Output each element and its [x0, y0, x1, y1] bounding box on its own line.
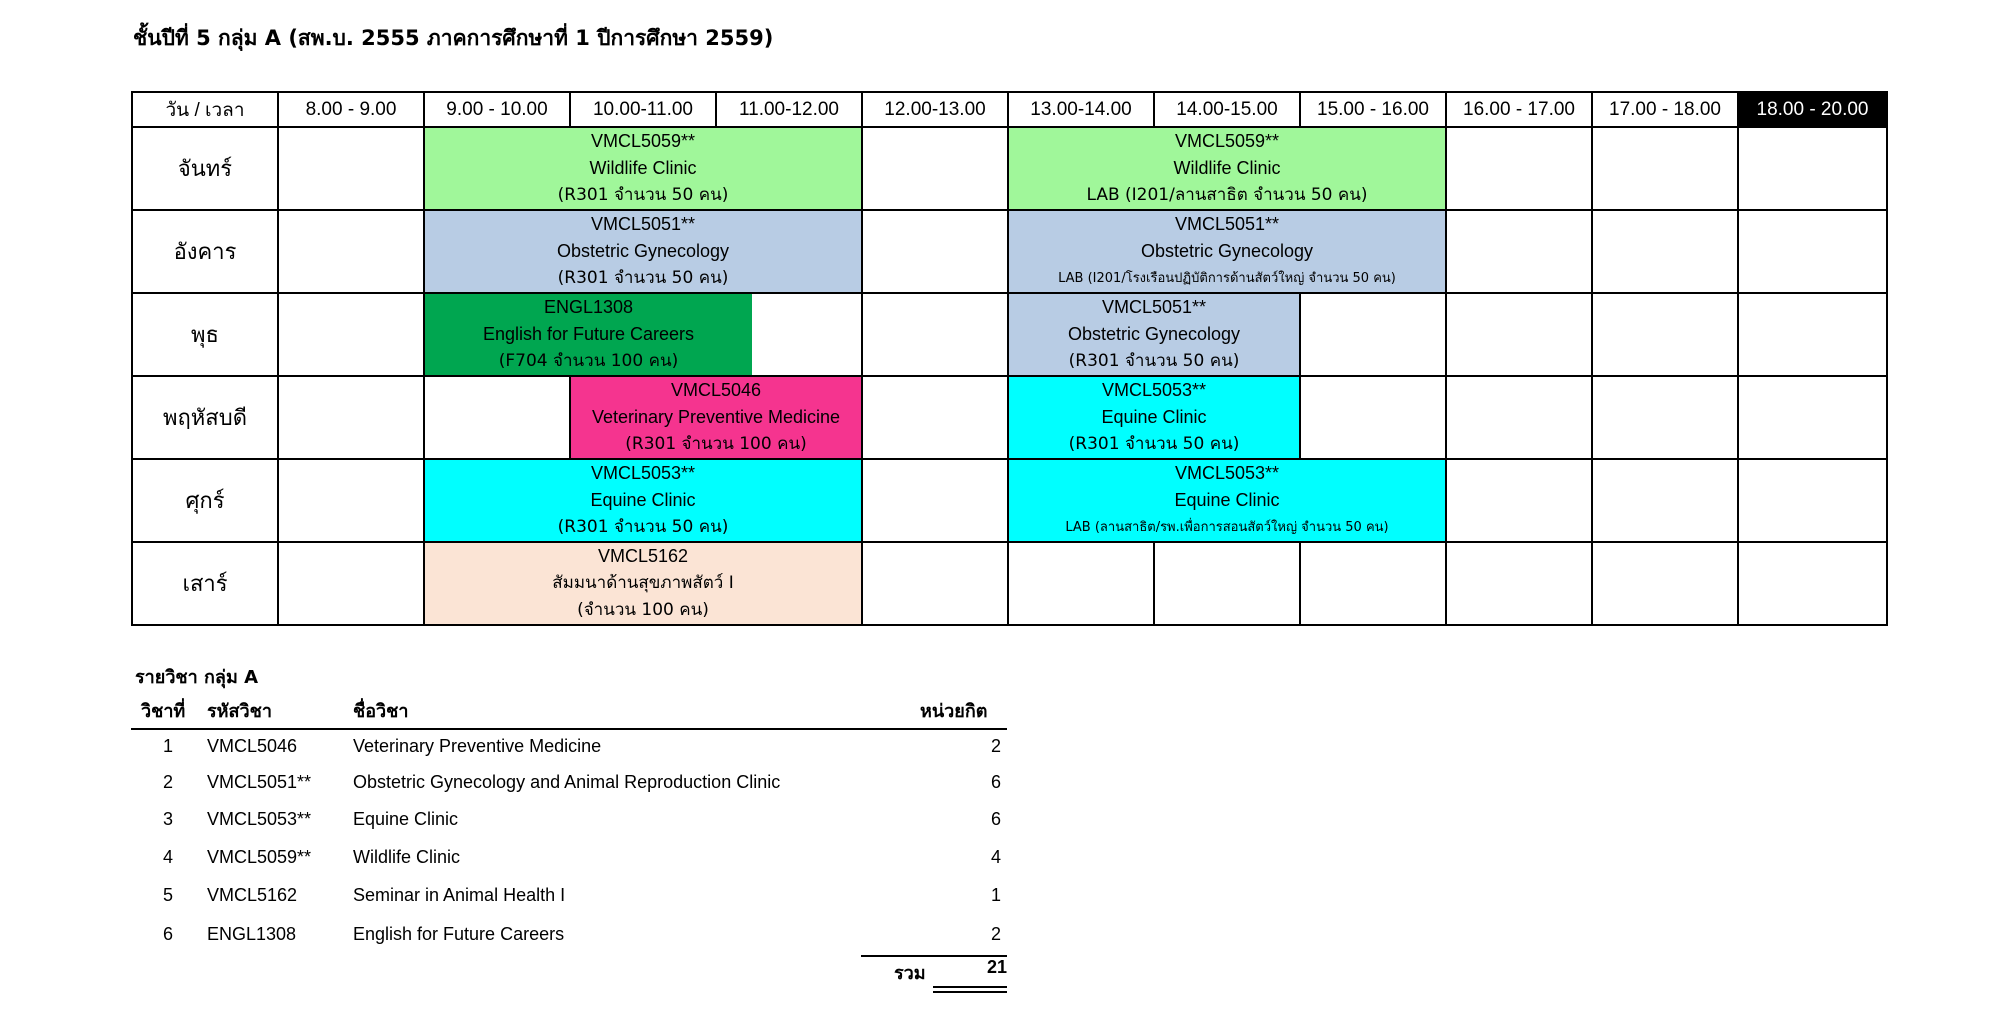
- course-credits: 2: [991, 924, 1002, 944]
- course-no: 4: [163, 847, 174, 867]
- course-name: Equine Clinic: [353, 809, 459, 829]
- course-name: English for Future Careers: [482, 324, 695, 344]
- empty-cell: [862, 542, 1008, 625]
- course-name: Obstetric Gynecology and Animal Reproduction Clinic: [353, 772, 781, 792]
- day-label: ศุกร์: [132, 459, 278, 542]
- empty-cell: [1300, 293, 1446, 376]
- timetable: [131, 91, 1888, 626]
- day-label: เสาร์: [132, 542, 278, 625]
- timetable-row-wednesday: [132, 293, 1887, 376]
- class-block: [1008, 293, 1300, 376]
- page-title: ชั้นปีที่ 5 กลุ่ม A (สพ.บ. 2555 ภาคการศึกษาที่ 1 ปีการศึกษา 2559): [133, 26, 774, 50]
- header-name: ชื่อวิชา: [353, 701, 409, 722]
- empty-cell: [278, 376, 424, 459]
- course-code: VMCL5053**: [1101, 380, 1207, 400]
- course-no: 5: [163, 885, 174, 905]
- course-code: VMCL5053**: [1174, 463, 1280, 483]
- course-code: VMCL5162: [597, 546, 689, 566]
- empty-cell: [862, 376, 1008, 459]
- timetable-row-monday: [132, 127, 1887, 210]
- class-block: [424, 293, 862, 376]
- empty-cell: [1592, 542, 1738, 625]
- header-code: รหัสวิชา: [207, 701, 272, 722]
- course-credits: 4: [991, 847, 1002, 867]
- course-code: VMCL5053**: [207, 809, 312, 829]
- slot-header: 11.00-12.00: [716, 92, 862, 127]
- empty-cell: [1154, 542, 1300, 625]
- course-code: VMCL5059**: [1174, 131, 1280, 151]
- class-block: [424, 459, 862, 542]
- empty-cell: [1008, 542, 1154, 625]
- course-code: VMCL5051**: [207, 772, 312, 792]
- room-info: (F704 จำนวน 100 คน): [498, 351, 679, 371]
- course-name: Obstetric Gynecology: [556, 241, 730, 261]
- empty-cell: [862, 210, 1008, 293]
- course-name: Wildlife Clinic: [353, 847, 461, 867]
- header-credits: หน่วยกิต: [920, 701, 988, 722]
- class-block: [1008, 376, 1300, 459]
- class-block: [424, 542, 862, 625]
- total-label: รวม: [894, 963, 926, 984]
- empty-cell: [278, 542, 424, 625]
- slot-header: 13.00-14.00: [1008, 92, 1154, 127]
- course-code: VMCL5059**: [590, 131, 696, 151]
- class-block: [424, 210, 862, 293]
- empty-cell: [1592, 293, 1738, 376]
- course-code: VMCL5059**: [207, 847, 312, 867]
- day-label: พฤหัสบดี: [132, 376, 278, 459]
- day-label: อังคาร: [132, 210, 278, 293]
- course-credits: 1: [991, 885, 1002, 905]
- course-name: Veterinary Preventive Medicine: [591, 407, 841, 427]
- room-info: (R301 จำนวน 50 คน): [1068, 351, 1240, 371]
- course-no: 1: [163, 736, 174, 756]
- room-info: LAB (I201/โรงเรือนปฏิบัติการด้านสัตว์ใหญ่ จำนวน 50 คน): [1058, 271, 1396, 286]
- course-name: สัมมนาด้านสุขภาพสัตว์ I: [552, 573, 734, 593]
- slot-header: 16.00 - 17.00: [1446, 92, 1592, 127]
- slot-header: 10.00-11.00: [570, 92, 716, 127]
- empty-cell: [1738, 293, 1887, 376]
- timetable-row-tuesday: [132, 210, 1887, 293]
- course-name: Equine Clinic: [1101, 407, 1207, 427]
- empty-cell: [1738, 542, 1887, 625]
- empty-cell: [1592, 459, 1738, 542]
- total-credits: 21: [986, 957, 1007, 977]
- empty-cell: [278, 459, 424, 542]
- total-double-underline: [933, 991, 1007, 993]
- timetable-row-saturday: [132, 542, 1887, 625]
- course-group-label: รายวิชา กลุ่ม A: [135, 667, 259, 688]
- course-code: VMCL5051**: [590, 214, 696, 234]
- class-block: [424, 127, 862, 210]
- empty-cell: [1446, 459, 1592, 542]
- empty-cell: [862, 459, 1008, 542]
- course-name: Obstetric Gynecology: [1140, 241, 1314, 261]
- empty-cell: [1592, 127, 1738, 210]
- slot-header: 12.00-13.00: [862, 92, 1008, 127]
- course-code: VMCL5046: [670, 380, 762, 400]
- slot-header: 9.00 - 10.00: [424, 92, 570, 127]
- slot-header: 14.00-15.00: [1154, 92, 1300, 127]
- slot-header: 8.00 - 9.00: [278, 92, 424, 127]
- empty-cell: [1592, 376, 1738, 459]
- empty-cell: [1446, 293, 1592, 376]
- empty-cell: [1446, 376, 1592, 459]
- empty-cell: [1738, 376, 1887, 459]
- course-code: VMCL5051**: [1101, 297, 1207, 317]
- course-name: Equine Clinic: [590, 490, 696, 510]
- course-code: VMCL5162: [207, 885, 298, 905]
- slot-header: 15.00 - 16.00: [1300, 92, 1446, 127]
- header-divider: [131, 728, 1007, 730]
- empty-cell: [1592, 210, 1738, 293]
- class-block: [570, 376, 862, 459]
- empty-cell: [278, 210, 424, 293]
- empty-cell: [1738, 127, 1887, 210]
- room-info: (R301 จำนวน 50 คน): [557, 185, 729, 205]
- timetable-corner: วัน / เวลา: [132, 92, 278, 127]
- course-code: ENGL1308: [207, 924, 297, 944]
- empty-cell: [1300, 376, 1446, 459]
- room-info: (R301 จำนวน 50 คน): [1068, 434, 1240, 454]
- empty-cell: [1738, 210, 1887, 293]
- day-label: จันทร์: [132, 127, 278, 210]
- room-info: (R301 จำนวน 100 คน): [625, 434, 807, 454]
- empty-cell: [424, 376, 570, 459]
- slot-header: 17.00 - 18.00: [1592, 92, 1738, 127]
- empty-cell: [1738, 459, 1887, 542]
- course-code: VMCL5051**: [1174, 214, 1280, 234]
- course-name: Seminar in Animal Health I: [353, 885, 566, 905]
- empty-cell: [1446, 210, 1592, 293]
- empty-cell: [1300, 542, 1446, 625]
- course-code: VMCL5046: [207, 736, 298, 756]
- empty-cell: [862, 127, 1008, 210]
- empty-cell: [278, 127, 424, 210]
- course-no: 2: [163, 772, 174, 792]
- empty-cell: [1446, 542, 1592, 625]
- course-code: VMCL5053**: [590, 463, 696, 483]
- timetable-header-row: [132, 92, 1887, 127]
- timetable-row-thursday: [132, 376, 1887, 459]
- header-no: วิชาที่: [141, 701, 186, 722]
- course-no: 3: [163, 809, 174, 829]
- empty-cell: [862, 293, 1008, 376]
- room-info: (จำนวน 100 คน): [577, 600, 709, 620]
- timetable-row-friday: [132, 459, 1887, 542]
- room-info: LAB (ลานสาธิต/รพ.เพื่อการสอนสัตว์ใหญ่ จำนวน 50 คน): [1065, 520, 1389, 535]
- course-no: 6: [163, 924, 174, 944]
- course-name: Wildlife Clinic: [1173, 158, 1281, 178]
- course-credits: 6: [991, 809, 1002, 829]
- course-name: Wildlife Clinic: [589, 158, 697, 178]
- class-block: [1008, 459, 1446, 542]
- course-name: Equine Clinic: [1174, 490, 1280, 510]
- course-credits: 6: [991, 772, 1002, 792]
- course-credits: 2: [991, 736, 1002, 756]
- empty-cell: [1446, 127, 1592, 210]
- room-info: (R301 จำนวน 50 คน): [557, 517, 729, 537]
- slot-header-evening: 18.00 - 20.00: [1738, 92, 1887, 127]
- total-double-underline: [933, 986, 1007, 988]
- room-info: (R301 จำนวน 50 คน): [557, 268, 729, 288]
- course-name: English for Future Careers: [353, 924, 565, 944]
- course-code: ENGL1308: [543, 297, 634, 317]
- class-block: [1008, 127, 1446, 210]
- empty-cell: [278, 293, 424, 376]
- class-block: [1008, 210, 1446, 293]
- course-name: Veterinary Preventive Medicine: [353, 736, 602, 756]
- day-label: พุธ: [132, 293, 278, 376]
- room-info: LAB (I201/ลานสาธิต จำนวน 50 คน): [1086, 185, 1368, 205]
- course-name: Obstetric Gynecology: [1067, 324, 1241, 344]
